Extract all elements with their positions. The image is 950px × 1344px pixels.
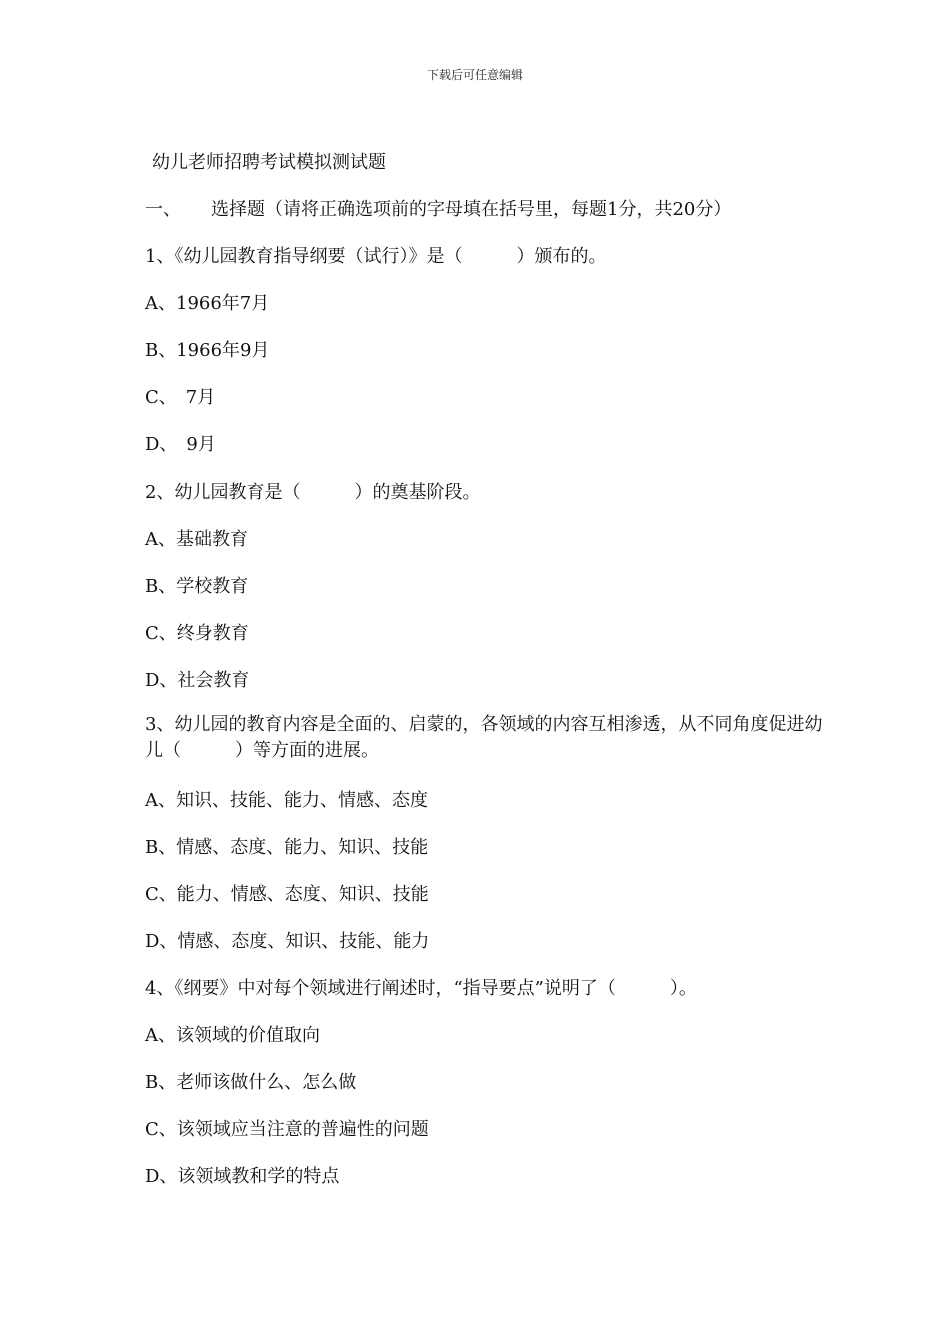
question-2-option-a: A、基础教育 [145, 529, 248, 550]
question-2-stem: 2、幼儿园教育是（ ）的奠基阶段。 [145, 482, 481, 503]
section-heading [145, 195, 731, 221]
question-3-option-c: C、能力、情感、态度、知识、技能 [145, 884, 429, 905]
question-1-option-b: B、1966年9月 [145, 340, 270, 361]
question-1-option-d: D、 9月 [145, 434, 216, 455]
question-2-option-d: D、社会教育 [145, 670, 250, 691]
section-instructions: 选择题（请将正确选项前的字母填在括号里，每题1分，共20分） [211, 199, 732, 220]
question-3-option-a: A、知识、技能、能力、情感、态度 [145, 790, 428, 811]
question-4-stem: 4、《纲要》中对每个领域进行阐述时，“指导要点”说明了（ ）。 [145, 978, 697, 999]
question-3-option-d: D、情感、态度、知识、技能、能力 [145, 931, 430, 952]
question-1-option-c: C、 7月 [145, 387, 216, 408]
question-4-option-d: D、该领域教和学的特点 [145, 1166, 340, 1187]
question-3-stem: 3、幼儿园的教育内容是全面的、启蒙的，各领域的内容互相渗透，从不同角度促进幼儿（ ）等方面的进展。 [145, 714, 823, 761]
question-4-option-a: A、该领域的价值取向 [145, 1025, 320, 1046]
question-3-option-b: B、情感、态度、能力、知识、技能 [145, 837, 429, 858]
header-note: 下载后可任意编辑 [426, 68, 523, 82]
question-4-option-c: C、该领域应当注意的普遍性的问题 [145, 1119, 429, 1140]
question-1-stem: 1、《幼儿园教育指导纲要（试行）》是（ ）颁布的。 [145, 246, 607, 267]
question-1-option-a: A、1966年7月 [145, 293, 270, 314]
question-2-option-b: B、学校教育 [145, 576, 249, 597]
document-title: 幼儿老师招聘考试模拟测试题 [152, 152, 386, 173]
question-4-option-b: B、老师该做什么、怎么做 [145, 1072, 357, 1093]
question-2-option-c: C、终身教育 [145, 623, 249, 644]
section-number: 一、 [145, 199, 181, 220]
